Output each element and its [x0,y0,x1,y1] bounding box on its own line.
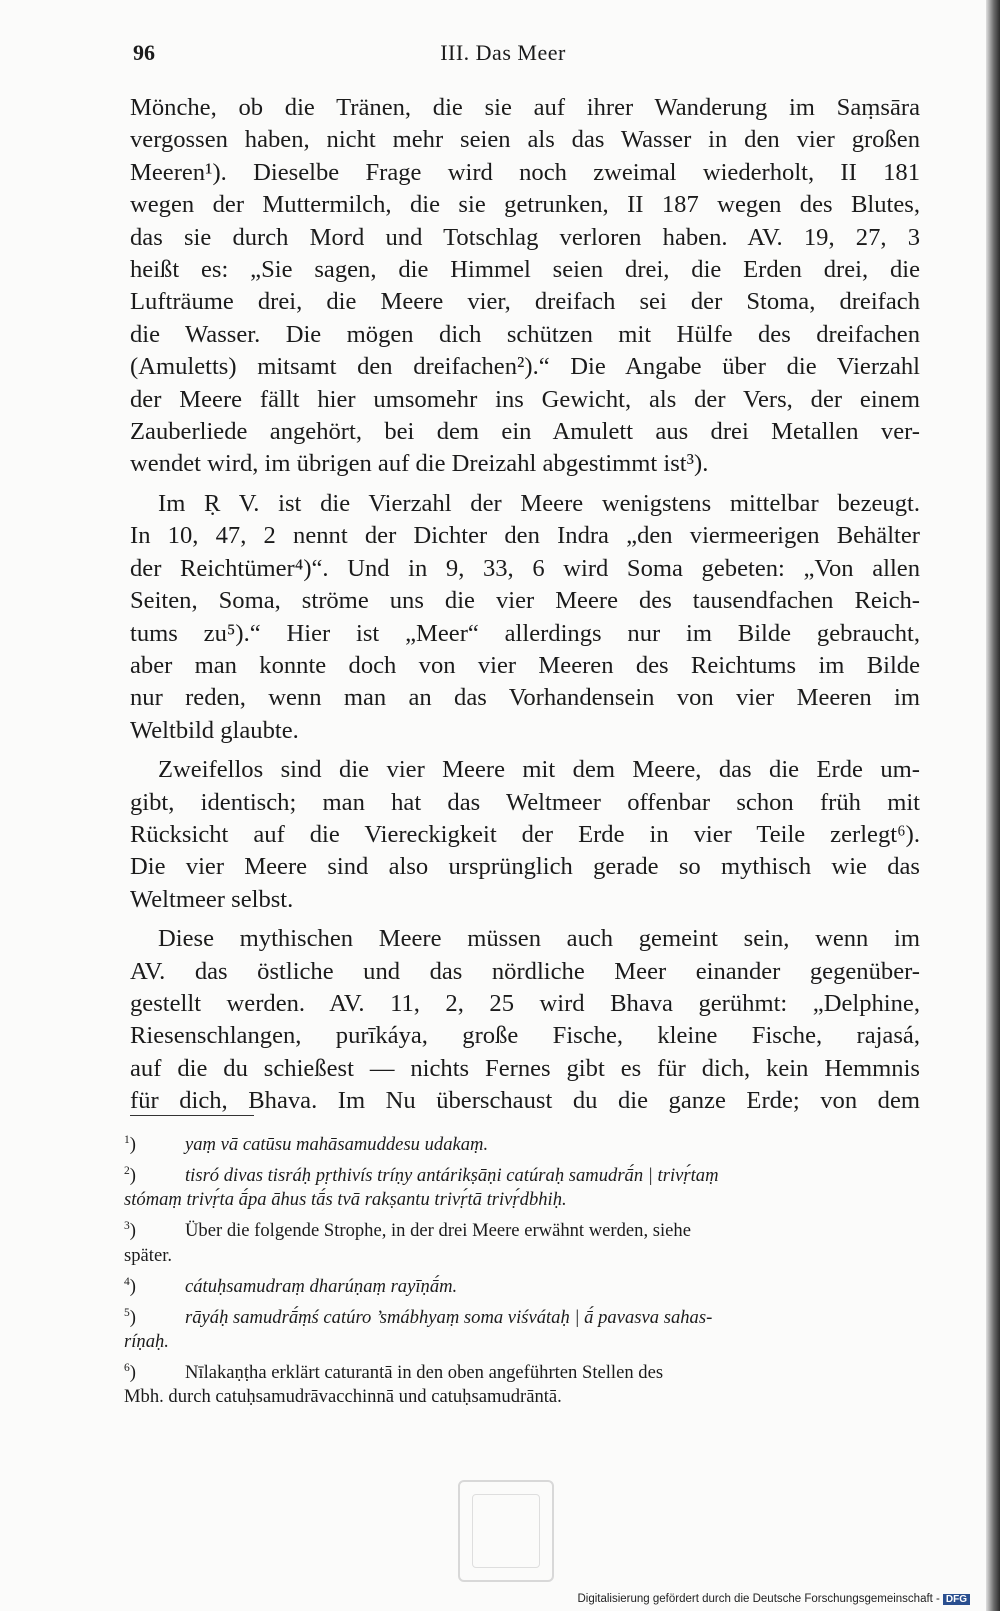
paragraph [130,488,920,747]
footnote [124,1301,920,1354]
text-line: Zauberliede angehört, bei dem ein Amulett aus drei Metallen ver- [130,418,920,446]
text-line: vergossen haben, nicht mehr seien als das Wasser in den vier großen [130,126,920,154]
footnote-text: cátuḥsamudraṃ dharúṇaṃ rayīṇā́m. [185,1275,458,1297]
text-line: der Meere fällt hier umsomehr ins Gewicht, als der Vers, der einem [130,385,920,413]
text-line: gestellt werden. AV. 11, 2, 25 wird Bhava gerühmt: „Delphine, [130,989,920,1017]
text-line: Zweifellos sind die vier Meere mit dem Meere, das die Erde um- [158,756,920,784]
text-line: der Reichtümer⁴)“. Und in 9, 33, 6 wird Soma gebeten: „Von allen [130,554,920,582]
footnote-number: $^2$) [124,1165,136,1187]
text-line: die Wasser. Die mögen dich schützen mit Hülfe des dreifachen [130,320,920,348]
footnote-number: $^3$) [124,1220,136,1242]
text-line: gibt, identisch; man hat das Weltmeer offenbar schon früh mit [130,788,920,816]
digitization-credit [577,1593,970,1605]
text-line: Riesenschlangen, purīkáya, große Fische, kleine Fische, rajasá, [130,1022,920,1050]
text-line: Mönche, ob die Tränen, die sie auf ihrer Wanderung im Saṃsāra [130,94,920,121]
footnote [124,1128,920,1157]
text-line: wegen der Muttermilch, die sie getrunken, II 187 wegen des Blutes, [130,191,920,219]
library-stamp [458,1480,554,1582]
text-line: Rücksicht auf die Viereckigkeit der Erde in vier Teile zerlegt⁶). [130,820,920,848]
text-line: auf die du schießest — nichts Fernes gibt es für dich, kein Hemmnis [130,1054,920,1082]
text-line: AV. das östliche und das nördliche Meer einander gegenüber- [130,957,920,985]
text-line: tums zu⁵).“ Hier ist „Meer“ allerdings nur im Bilde gebraucht, [130,619,920,647]
footnote-text: Über die folgende Strophe, in der drei Meere erwähnt werden, siehe [185,1220,691,1242]
credit-text: Digitalisierung gefördert durch die Deutsche Forschungsgemeinschaft - [577,1593,940,1605]
footnote-number: $^1$) [124,1134,136,1156]
text-line: Meeren¹). Dieselbe Frage wird noch zweimal wiederholt, II 181 [130,158,920,186]
text-line: nur reden, wenn man an das Vorhandensein von vier Meeren im [130,684,920,712]
footnote [124,1356,920,1409]
paragraph [130,754,920,916]
footnote-text: tisró divas tisráḥ pṛthivís tríṇy antárikṣāṇi catúraḥ samudrā́n | trivṛ́taṃ [185,1165,719,1187]
footnotes [124,1128,920,1411]
footnote-text: rāyáḥ samudrā́ṃś catúro ’smábhyaṃ soma viśvátaḥ | ā́ pavasva sahas- [185,1306,713,1328]
footnote-number: $^5$) [124,1306,136,1328]
text-line: Im Ṛ V. ist die Vierzahl der Meere wenigstens mittelbar bezeugt. [158,489,920,517]
text-line: Diese mythischen Meere müssen auch gemeint sein, wenn im [158,925,920,953]
text-line: (Amuletts) mitsamt den dreifachen²).“ Die Angabe über die Vierzahl [130,353,920,381]
footnote-number: $^6$) [124,1361,136,1384]
text-line: Weltbild glaubte. [130,716,299,744]
page-number: 96 [133,40,155,65]
text-line: Seiten, Soma, ströme uns die vier Meere des tausendfachen Reich- [130,587,920,615]
dfg-logo: DFG [943,1594,970,1605]
text-line: wendet wird, im übrigen auf die Dreizahl abgestimmt ist³). [130,450,709,478]
text-line: Lufträume drei, die Meere vier, dreifach sei der Stoma, dreifach [130,288,920,316]
text-line: das sie durch Mord und Totschlag verloren haben. AV. 19, 27, 3 [130,223,920,251]
footnote-text: stómaṃ trivṛ́ta ā́pa āhus tā́s tvā rakṣantu trivṛ́tā trivṛ́dbhiḥ. [124,1189,567,1211]
footnote-number: $^4$) [124,1275,136,1297]
footnote [124,1214,920,1267]
text-line: aber man konnte doch von vier Meeren des Reichtums im Bilde [130,651,920,679]
footnote-text: Nīlakaṇṭha erklärt caturantā in den oben angeführten Stellen des [185,1362,664,1384]
footnote [124,1270,920,1299]
paragraph [130,92,920,481]
text-line: In 10, 47, 2 nennt der Dichter den Indra „den viermeerigen Behälter [130,522,920,550]
footnote-text: yaṃ vā catūsu mahāsamuddesu udakaṃ. [185,1134,489,1156]
footnote [124,1159,920,1212]
footnote-text: ríṇaḥ. [124,1330,169,1352]
footnote-rule [130,1115,254,1116]
running-head: III. Das Meer [440,40,566,65]
footnote-text: Mbh. durch catuḥsamudrāvacchinnā und catuḥsamudrāntā. [124,1386,562,1408]
footnote-text: später. [124,1244,173,1266]
text-line: Die vier Meere sind also ursprünglich gerade so mythisch wie das [130,853,920,881]
text-line: für dich, Bhava. Im Nu überschaust du die ganze Erde; von dem [130,1087,920,1115]
body-text [130,92,920,1125]
text-line: heißt es: „Sie sagen, die Himmel seien drei, die Erden drei, die [130,256,920,284]
page-header [133,40,873,72]
paragraph [130,923,920,1117]
page-spine-shadow [986,0,1000,1611]
text-line: Weltmeer selbst. [130,885,294,913]
